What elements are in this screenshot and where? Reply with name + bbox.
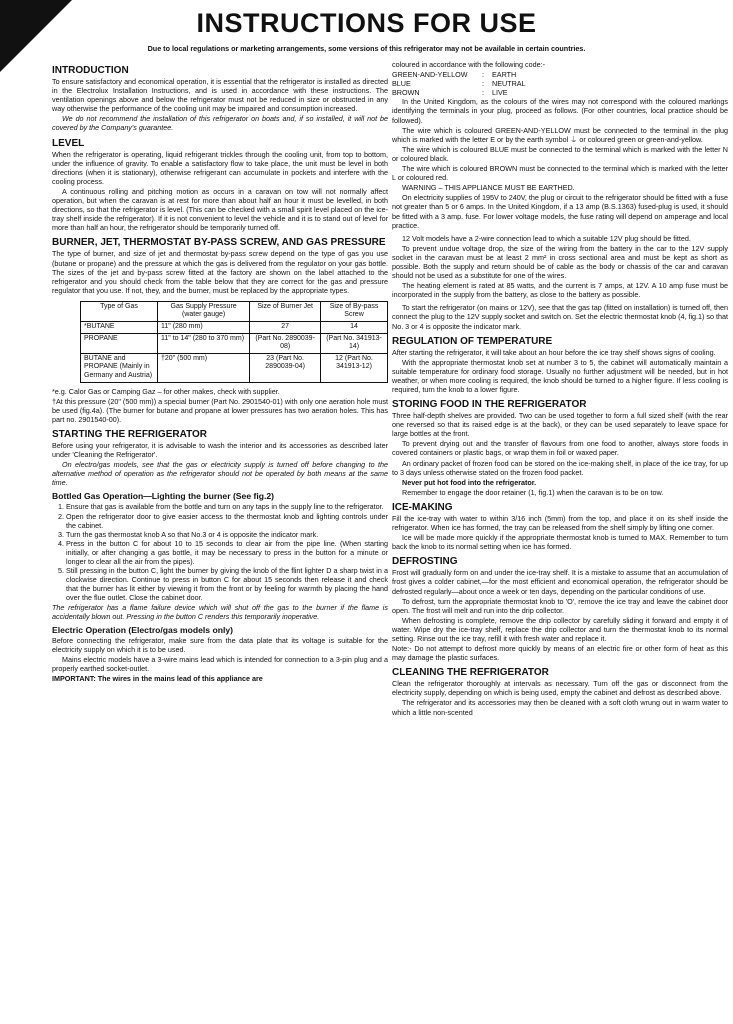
- table-row: [81, 333, 388, 353]
- table-header-cell: Gas Supply Pressure (water gauge): [158, 301, 250, 321]
- burner-heading: BURNER, JET, THERMOSTAT BY-PASS SCREW, AND GAS PRESSURE: [52, 237, 386, 249]
- regulation-heading: REGULATION OF TEMPERATURE: [392, 335, 553, 347]
- door-retainer-paragraph: Remember to engage the door retainer (1, fig.1) when the caravan is to be on tow.: [402, 487, 664, 497]
- table-cell: 14: [321, 322, 388, 334]
- cleaning-paragraph-2: The refrigerator and its accessories may then be cleaned with a soft cloth wrung out in warm water to which a little non-scented: [392, 698, 728, 717]
- left-column: [52, 60, 388, 684]
- defrosting-note: Note:- Do not attempt to defrost more quickly by means of an electric fire or other form of heat as this may damage the plastic surfaces.: [392, 644, 728, 663]
- cleaning-paragraph: Clean the refrigerator thoroughly at intervals as necessary. Turn off the gas or disconnect from the electricity supply, depending on which is being used, empty the cabinet and defrost as described above.: [392, 679, 728, 698]
- intro-boats-note: We do not recommend the installation of this refrigerator on boats and, if so installed, it will not be covered by the Company's guarantee.: [52, 114, 388, 133]
- wire-colour-table: [392, 70, 728, 97]
- table-cell: *BUTANE: [81, 322, 158, 334]
- mains-paragraph: Mains electric models have a 3-wire mains lead which is intended for connection to a 3-pin plug and a properly earthed socket-outlet.: [52, 654, 388, 673]
- level-paragraph-2: A continuous rolling and pitching motion as occurs in a caravan on tow will not normally affect operation, but when the caravan is at rest for more than about half an hour it must be levelled, in both directions, so that the refrigerator is level. (This can be checked with a small spirit level placed on the ice-tray shelf inside the refrigerator). If it is not convenient to level the vehicle and it is to stand out of level for more than half an hour, the refrigerator should be temporarily turned off.: [52, 186, 388, 233]
- flame-failure-note: The refrigerator has a flame failure device which will shut off the gas to the burner if the flame is accidentally blown out. Pressing in the button C renders this temporarily inoperative.: [52, 602, 388, 621]
- voltage-drop-paragraph: To prevent undue voltage drop, the size of the wiring from the battery in the car to the 12V supply socket in the caravan must be at least 2 mm² in cross sectional area and must be kept as short as possible. Both the supply and return should be of cable as the body or chassis of the car and caravan should not be used as a substitute for one of the wires.: [392, 243, 728, 281]
- wire-colour: BROWN: [392, 88, 420, 98]
- footnote-butane: *e.g. Calor Gas or Camping Gaz – for other makes, check with supplier.: [52, 386, 280, 396]
- ice-making-paragraph-2: Ice will be made more quickly if the appropriate thermostat knob is turned to MAX. Remember to turn back the knob to its normal setting when ice has formed.: [392, 533, 728, 552]
- wire-separator: :: [482, 88, 484, 98]
- list-item: 3. Turn the gas thermostat knob A so that No.3 or 4 is opposite the indicator mark.: [66, 530, 388, 539]
- level-paragraph: When the refrigerator is operating, liquid refrigerant trickles through the cooling unit, from top to bottom, under the influence of gravity. To enable a satisfactory flow to take place, the unit must be level in both directions (when it is stationary), otherwise refrigerant can accumulate in pockets and interfere with the cooling process.: [52, 149, 388, 186]
- fuse-paragraph: On electricity supplies of 195V to 240V, the plug or circuit to the refrigerator should be fitted with a fuse not greater than 5 or 6 amps. In the United Kingdom, if a 13 amp (B.S.1363) fused-plug is used, it should be fitted with a 3 amp. fuse. For lower voltage models, the fuse rating will depend on amperage and local practice.: [392, 193, 728, 230]
- table-cell: 23 (Part No. 2890039-04): [250, 353, 321, 382]
- right-column: [392, 60, 728, 718]
- electric-paragraph: Before connecting the refrigerator, make sure from the data plate that its voltage is suitable for the electricity supply on which it is to be used.: [52, 635, 388, 654]
- table-header-cell: Size of Burner Jet: [250, 301, 321, 321]
- defrosting-paragraph-3: When defrosting is complete, remove the drip collector by carefully sliding it forward and empty it of water. Wipe dry the ice-tray shelf, replace the drip collector and turn the thermostat knob to its normal setting. Rinse out the ice tray, refill it with fresh water and replace it.: [392, 615, 728, 643]
- start-refrigerator-paragraph: To start the refrigerator (on mains or 12V), see that the gas tap (fitted on installation) is turned off, then connect the plug to the 12V supply socket and switch on. Set the electric thermostat knob (4, fig.1) so that No. 3 or 4 is opposite the indicator mark.: [392, 303, 729, 331]
- storing-paragraph-3: An ordinary packet of frozen food can be stored on the ice-making shelf, in place of the ice tray, for up to 3 days unless otherwise stated on the frozen food packet.: [392, 458, 728, 477]
- hot-food-warning: Never put hot food into the refrigerator.: [402, 477, 537, 487]
- gas-table: [80, 301, 388, 383]
- footnote-pressure: †At this pressure (20" (500 mm)) a special burner (Part No. 2901540-01) with only one aeration hole must be used (fig.4a). (The burner for butane and propane at lower pressures has two aeration holes. This has part no. 2901540-00).: [52, 396, 388, 424]
- earthed-warning: WARNING – THIS APPLIANCE MUST BE EARTHED.: [402, 183, 575, 193]
- wire-colour: BLUE: [392, 79, 411, 89]
- cleaning-heading: CLEANING THE REFRIGERATOR: [392, 667, 549, 679]
- list-item: 4. Press in the button C for about 10 to 15 seconds to clear air from the pipe line. (When starting initially, or after changing a gas bottle, it may be necessary to press in the button for a minute or longer to clear all the air from the pipes).: [66, 539, 388, 566]
- important-note: IMPORTANT: The wires in the mains lead of this appliance are: [52, 674, 263, 684]
- table-cell: †20" (500 mm): [158, 353, 250, 382]
- neutral-wire-paragraph: The wire which is coloured BLUE must be connected to the terminal which is marked with the letter N or coloured black.: [392, 144, 728, 163]
- live-wire-paragraph: The wire which is coloured BROWN must be connected to the terminal which is marked with the letter L or coloured red.: [392, 164, 728, 183]
- wire-function: LIVE: [492, 88, 508, 98]
- list-item: 2. Open the refrigerator door to give easier access to the thermostat knob and lighting controls under the cabinet.: [66, 512, 388, 530]
- level-heading: LEVEL: [52, 137, 85, 149]
- intro-heading: INTRODUCTION: [52, 65, 129, 76]
- table-row: [81, 353, 388, 382]
- table-cell: BUTANE and PROPANE (Mainly in Germany and Austria): [81, 353, 158, 382]
- table-cell: (Part No. 2890039-08): [250, 333, 321, 353]
- table-cell: 11" (280 mm): [158, 322, 250, 334]
- wire-function: EARTH: [492, 70, 517, 80]
- wire-function: NEUTRAL: [492, 79, 526, 89]
- lighting-steps: [52, 502, 388, 602]
- table-cell: 12 (Part No. 341913-12): [321, 353, 388, 382]
- regulation-paragraph-2: With the appropriate thermostat knob set at number 3 to 5, the cabinet will automatically maintain a suitable temperature for ordinary food storage. Usually no further adjustment will be needed, but in hot weather, or when more cooling is required, the knob should be turned to a higher figure. If less cooling is required, turn the knob to a lower figure.: [392, 357, 728, 394]
- defrosting-paragraph: Frost will gradually form on and under the ice-tray shelf. It is a mistake to assume that an accumulation of frost gives a colder cabinet,—for the most efficient and economical operation, the refrigerator should be defrosted regularly—about once a week or ten days, depending on the particular conditions of use.: [392, 568, 728, 596]
- storing-heading: STORING FOOD IN THE REFRIGERATOR: [392, 399, 587, 411]
- table-cell: 27: [250, 322, 321, 334]
- uk-wiring-paragraph: In the United Kingdom, as the colours of the wires may not correspond with the coloured markings identifying the terminals in your plug, proceed as follows. (For other countries, local practice should be followed).: [392, 97, 728, 125]
- earth-wire-paragraph: The wire which is coloured GREEN-AND-YELLOW must be connected to the terminal in the plug which is marked with the letter E or by the earth symbol ⏚ or coloured green or green-and-yellow.: [392, 125, 728, 144]
- table-row: [81, 322, 388, 334]
- starting-heading: STARTING THE REFRIGERATOR: [52, 429, 207, 440]
- list-item: 1. Ensure that gas is available from the bottle and turn on any taps in the supply line to the refrigerator.: [66, 502, 388, 511]
- gas-table-header: [81, 301, 388, 321]
- burner-paragraph: The type of burner, and size of jet and thermostat by-pass screw depend on the type of gas you use (butane or propane) and the pressure at which the gas is delivered from the regulator on your gas bottle. The sizes of the jet and by-pass screw fitted at the factory are shown on the label attached to the refrigerator and you should check from the table below that they are correct for the gas and pressure regulator that you use. If not, they, and the burner, must be replaced by the appropriate types.: [52, 249, 388, 295]
- twelve-volt-paragraph: 12 Volt models have a 2-wire connection lead to which a suitable 12V plug should be fitted.: [402, 233, 691, 243]
- storing-paragraph: Three half-depth shelves are provided. Two can be used together to form a full sized shelf (with the rear one reversed so that its raised edge is at the back), or they can be used separately to leave space for large bottles at the front.: [392, 411, 728, 439]
- wire-colour: GREEN-AND-YELLOW: [392, 70, 468, 80]
- table-cell: 11" to 14" (280 to 370 mm): [158, 333, 250, 353]
- wire-separator: :: [482, 79, 484, 89]
- ice-making-paragraph: Fill the ice-tray with water to within 3/16 inch (5mm) from the top, and place it on its shelf inside the refrigerator. When ice has formed, the tray can be released from the shelf simply by lifting one corner.: [392, 513, 728, 533]
- defrosting-heading: DEFROSTING: [392, 556, 458, 568]
- table-cell: (Part No. 341913-14): [321, 333, 388, 353]
- wire-separator: :: [482, 70, 484, 80]
- starting-note: On electro/gas models, see that the gas or electricity supply is turned off before changing to the alternative method of operation as the refrigerator should not be operated by both means at the same time.: [52, 460, 388, 488]
- availability-note: Due to local regulations or marketing arrangements, some versions of this refrigerator may not be available in certain countries.: [147, 44, 586, 53]
- colour-code-intro: coloured in accordance with the following code:-: [392, 60, 546, 69]
- list-item: 5. Still pressing in the button C, light the burner by giving the knob of the flint lighter D a sharp twist in a clockwise direction. Continue to press in button C for about 15 seconds then release it and check that the burner has lit either by viewing it from the front or by feeling for warmth by placing the hand over the flue outlet. Close the cabinet door.: [66, 566, 388, 602]
- storing-paragraph-2: To prevent drying out and the transfer of flavours from one food to another, always store foods in covered containers or plastic bags, or wrap them in foil or waxed paper.: [392, 439, 728, 458]
- intro-paragraph: To ensure satisfactory and economical operation, it is essential that the refrigerator is installed as directed in the Electrolux Installation Instructions, and is used in accordance with these instructions. The ventilation openings above and below the refrigerator must not be reduced in size or obstructed in any way otherwise the performance of the cooling unit may be impaired and consumption increased.: [52, 77, 388, 114]
- table-cell: PROPANE: [81, 333, 158, 353]
- table-header-cell: Size of By-pass Screw: [321, 301, 388, 321]
- starting-paragraph: Before using your refrigerator, it is advisable to wash the interior and its accessories as described later under 'Cleaning the Refrigerator'.: [52, 441, 388, 460]
- heating-element-paragraph: The heating element is rated at 85 watts, and the current is 7 amps, at 12V. A 10 amp fuse must be incorporated in the supply from the battery, as close to the battery as possible.: [392, 281, 728, 300]
- table-header-cell: Type of Gas: [81, 301, 158, 321]
- regulation-paragraph: After starting the refrigerator, it will take about an hour before the ice tray shelf shows signs of cooling.: [392, 347, 716, 357]
- defrosting-paragraph-2: To defrost, turn the appropriate thermostat knob to 'O', remove the ice tray and leave the cabinet door open. The frost will melt and run into the drip collector.: [392, 596, 728, 615]
- bottled-gas-heading: Bottled Gas Operation—Lighting the burner (See fig.2): [52, 491, 275, 502]
- ice-making-heading: ICE-MAKING: [392, 501, 453, 513]
- electric-operation-heading: Electric Operation (Electro/gas models only): [52, 624, 233, 635]
- page-title: INSTRUCTIONS FOR USE: [196, 8, 537, 38]
